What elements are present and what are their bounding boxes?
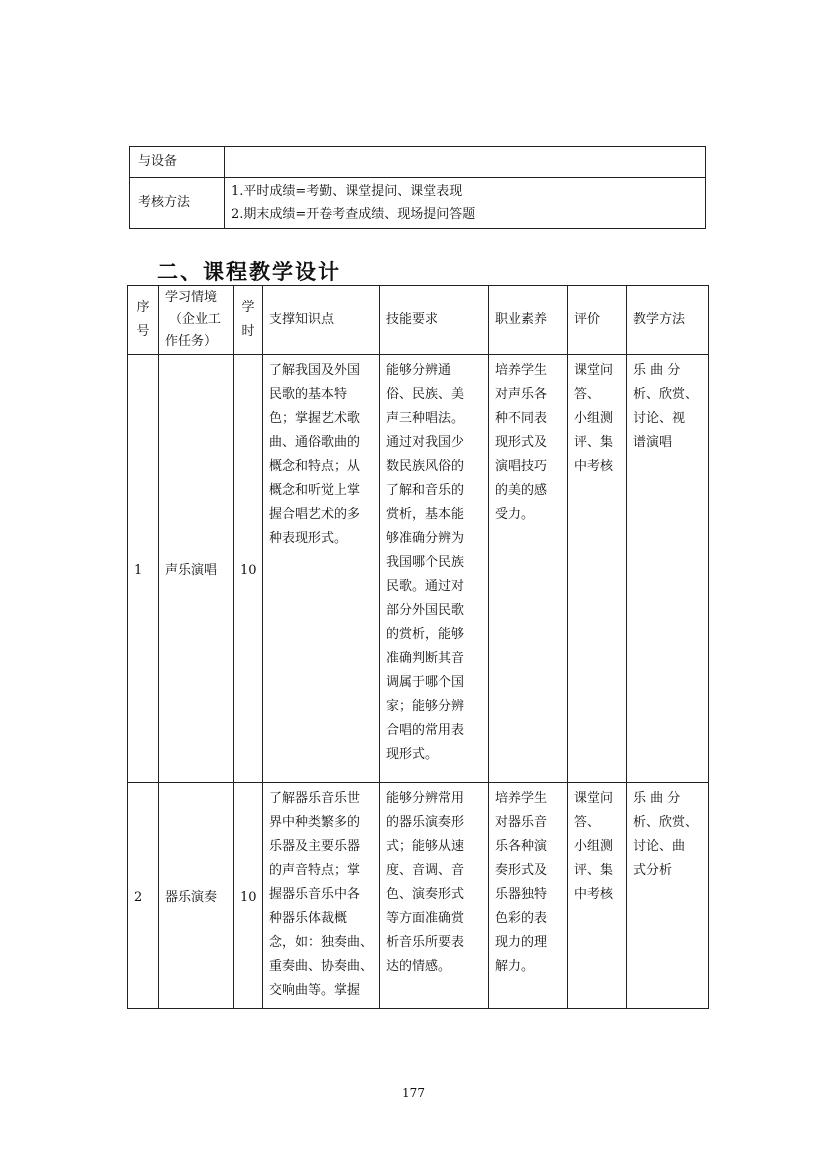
cell-line: 握合唱艺术的多 bbox=[269, 507, 361, 522]
course-info-table bbox=[129, 146, 706, 229]
table-header-row bbox=[128, 286, 709, 355]
cell-line: 析、欣赏、 bbox=[633, 387, 699, 402]
cell-line: 式；能够从速 bbox=[386, 839, 465, 854]
table-row bbox=[128, 355, 709, 783]
assessment-method-value bbox=[225, 178, 706, 229]
cell-line: 色；掌握艺术歌 bbox=[269, 411, 361, 426]
cell-line: 课堂问 bbox=[574, 363, 614, 378]
cell-line: 了解我国及外国 bbox=[269, 363, 361, 378]
cell-line: 交响曲等。掌握 bbox=[269, 983, 361, 998]
cell-line: 受力。 bbox=[495, 507, 535, 522]
cell-line: 种不同表 bbox=[495, 411, 548, 426]
table-row bbox=[128, 783, 709, 1009]
header-text: 学习情境 bbox=[165, 290, 218, 305]
cell-line: 界中种类繁多的 bbox=[269, 815, 361, 830]
cell-line: 了解器乐音乐世 bbox=[269, 791, 361, 806]
cell-line: 培养学生 bbox=[495, 791, 548, 806]
cell-line: 式分析 bbox=[633, 863, 673, 878]
header-literacy: 职业素养 bbox=[489, 286, 568, 355]
header-evaluation: 评价 bbox=[568, 286, 627, 355]
cell-line: 乐各种演 bbox=[495, 839, 548, 854]
cell-evaluation bbox=[568, 355, 627, 783]
cell-line: 数民族风俗的 bbox=[386, 459, 465, 474]
cell-line: 赏析，基本能 bbox=[386, 507, 465, 522]
assessment-line: 1.平时成绩=考勤、课堂提问、课堂表现 bbox=[231, 184, 463, 199]
cell-line: 奏形式及 bbox=[495, 863, 548, 878]
cell-line: 讨论、曲 bbox=[633, 839, 686, 854]
cell-line: 等方面准确赏 bbox=[386, 911, 465, 926]
header-text: 时 bbox=[241, 324, 255, 339]
assessment-line: 2.期末成绩=开卷考查成绩、现场提问答题 bbox=[231, 207, 476, 222]
cell-line: 能够分辨常用 bbox=[386, 791, 465, 806]
cell-line: 中考核 bbox=[574, 459, 614, 474]
cell-line: 谱演唱 bbox=[633, 435, 673, 450]
cell-knowledge bbox=[263, 783, 380, 1009]
cell-line: 能够分辨通 bbox=[386, 363, 452, 378]
cell-line: 度、音调、音 bbox=[386, 863, 465, 878]
cell-skills bbox=[380, 783, 489, 1009]
cell-seq: 1 bbox=[128, 355, 159, 783]
header-knowledge: 支撑知识点 bbox=[263, 286, 380, 355]
cell-skills bbox=[380, 355, 489, 783]
cell-line: 解力。 bbox=[495, 959, 535, 974]
cell-line: 析音乐所要表 bbox=[386, 935, 465, 950]
cell-line: 评、集 bbox=[574, 435, 614, 450]
cell-literacy bbox=[489, 783, 568, 1009]
cell-line: 答、 bbox=[574, 387, 601, 402]
row-label: 考核方法 bbox=[130, 178, 225, 229]
cell-line: 现形式。 bbox=[386, 747, 439, 762]
cell-line: 合唱的常用表 bbox=[386, 723, 465, 738]
header-text: 作任务） bbox=[165, 334, 218, 349]
header-skills: 技能要求 bbox=[380, 286, 489, 355]
table-row bbox=[130, 178, 706, 229]
cell-line: 乐器及主要乐器 bbox=[269, 839, 361, 854]
cell-line: 析、欣赏、 bbox=[633, 815, 699, 830]
cell-knowledge bbox=[263, 355, 380, 783]
header-methods: 教学方法 bbox=[627, 286, 709, 355]
cell-line: 乐 曲 分 bbox=[633, 363, 681, 378]
page-number: 177 bbox=[402, 1086, 425, 1100]
cell-line: 种表现形式。 bbox=[269, 531, 348, 546]
cell-line: 家；能够分辨 bbox=[386, 699, 465, 714]
cell-literacy bbox=[489, 355, 568, 783]
row-label: 与设备 bbox=[130, 147, 225, 178]
cell-line: 小组测 bbox=[574, 411, 614, 426]
table-row bbox=[130, 147, 706, 178]
cell-line: 曲、通俗歌曲的 bbox=[269, 435, 361, 450]
header-hours bbox=[234, 286, 263, 355]
cell-line: 调属于哪个国 bbox=[386, 675, 465, 690]
cell-line: 培养学生 bbox=[495, 363, 548, 378]
cell-line: 的赏析，能够 bbox=[386, 627, 465, 642]
header-text: （企业工 bbox=[169, 312, 222, 327]
cell-line: 中考核 bbox=[574, 887, 614, 902]
cell-evaluation bbox=[568, 783, 627, 1009]
header-text: 学 bbox=[241, 300, 255, 315]
cell-line: 的美的感 bbox=[495, 483, 548, 498]
cell-line: 种器乐体裁概 bbox=[269, 911, 348, 926]
section-title: 二、课程教学设计 bbox=[157, 260, 341, 284]
cell-line: 对器乐音 bbox=[495, 815, 548, 830]
cell-line: 乐 曲 分 bbox=[633, 791, 681, 806]
cell-line: 民歌。通过对 bbox=[386, 579, 465, 594]
header-text: 序 bbox=[136, 300, 150, 315]
cell-line: 准确判断其音 bbox=[386, 651, 465, 666]
row-value bbox=[225, 147, 706, 178]
course-design-table bbox=[127, 285, 709, 1009]
cell-line: 民歌的基本特 bbox=[269, 387, 348, 402]
cell-methods bbox=[627, 783, 709, 1009]
cell-line: 评、集 bbox=[574, 863, 614, 878]
cell-line: 部分外国民歌 bbox=[386, 603, 465, 618]
cell-line: 课堂问 bbox=[574, 791, 614, 806]
cell-line: 对声乐各 bbox=[495, 387, 548, 402]
cell-line: 演唱技巧 bbox=[495, 459, 548, 474]
cell-hours: 10 bbox=[234, 355, 263, 783]
cell-hours: 10 bbox=[234, 783, 263, 1009]
cell-line: 通过对我国少 bbox=[386, 435, 465, 450]
cell-line: 现形式及 bbox=[495, 435, 548, 450]
cell-line: 乐器独特 bbox=[495, 887, 548, 902]
cell-line: 色、演奏形式 bbox=[386, 887, 465, 902]
cell-line: 现力的理 bbox=[495, 935, 548, 950]
cell-line: 的声音特点；掌 bbox=[269, 863, 361, 878]
header-situation bbox=[159, 286, 234, 355]
cell-line: 我国哪个民族 bbox=[386, 555, 465, 570]
cell-situation: 器乐演奏 bbox=[159, 783, 234, 1009]
cell-line: 俗、民族、美 bbox=[386, 387, 465, 402]
cell-line: 的器乐演奏形 bbox=[386, 815, 465, 830]
cell-line: 概念和特点；从 bbox=[269, 459, 361, 474]
cell-line: 色彩的表 bbox=[495, 911, 548, 926]
cell-line: 答、 bbox=[574, 815, 601, 830]
cell-situation: 声乐演唱 bbox=[159, 355, 234, 783]
cell-line: 概念和听觉上掌 bbox=[269, 483, 361, 498]
cell-methods bbox=[627, 355, 709, 783]
cell-line: 念，如：独奏曲、 bbox=[269, 935, 374, 950]
cell-line: 握器乐音乐中各 bbox=[269, 887, 361, 902]
cell-seq: 2 bbox=[128, 783, 159, 1009]
cell-line: 重奏曲、协奏曲、 bbox=[269, 959, 374, 974]
cell-line: 了解和音乐的 bbox=[386, 483, 465, 498]
cell-line: 声三种唱法。 bbox=[386, 411, 465, 426]
cell-line: 够准确分辨为 bbox=[386, 531, 465, 546]
cell-line: 小组测 bbox=[574, 839, 614, 854]
header-seq bbox=[128, 286, 159, 355]
cell-line: 达的情感。 bbox=[386, 959, 452, 974]
cell-line: 讨论、视 bbox=[633, 411, 686, 426]
header-text: 号 bbox=[136, 324, 150, 339]
